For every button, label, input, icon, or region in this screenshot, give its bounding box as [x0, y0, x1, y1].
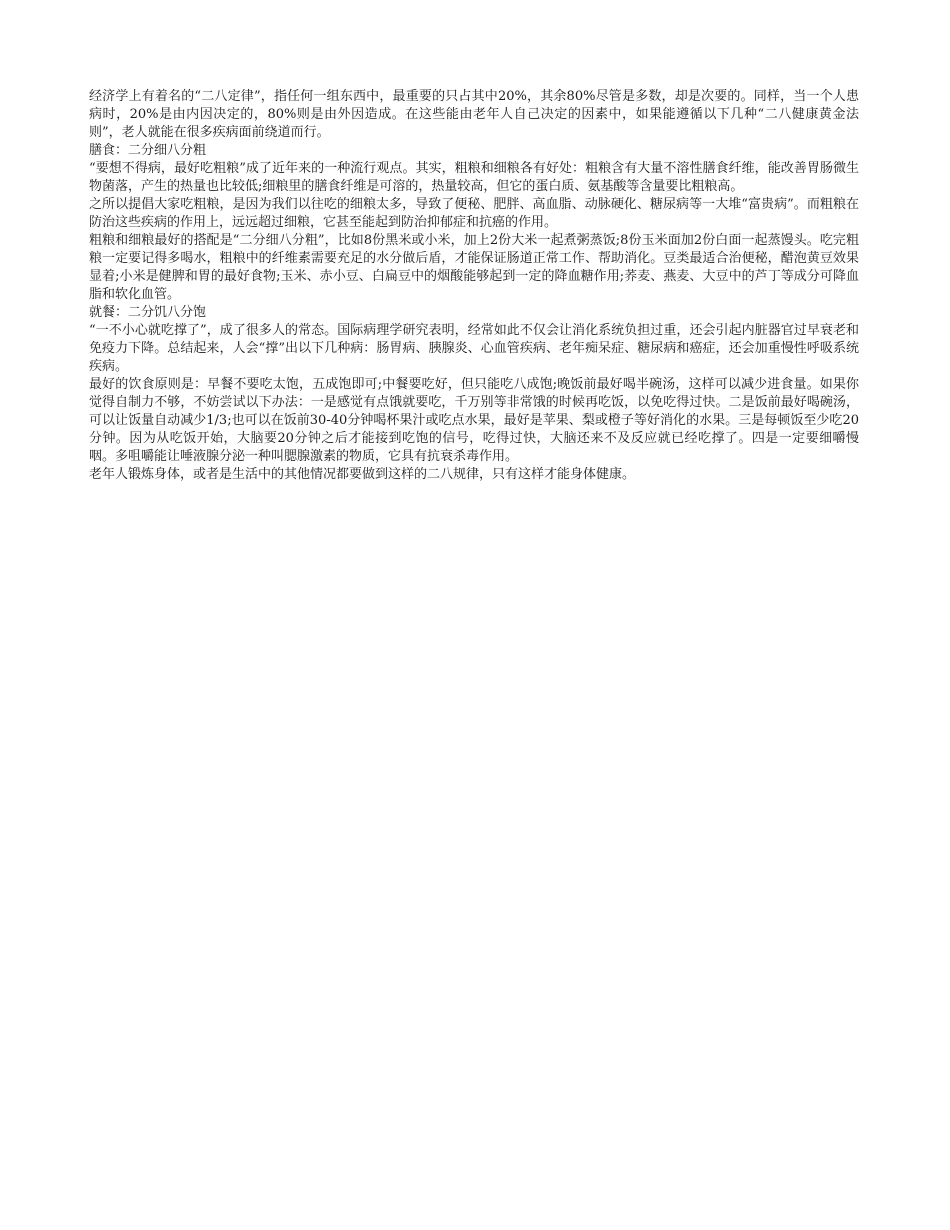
meal-paragraph-2: 最好的饮食原则是：早餐不要吃太饱，五成饱即可;中餐要吃好，但只能吃八成饱;晚饭前最好喝半碗汤，这样可以减少进食量。如果你觉得自制力不够，不妨尝试以下办法：一是感觉有点饿就要吃，千万别等非常饿的时候再吃饭，以免吃得过快。二是饭前最好喝碗汤，可以让饭量自动减少1/3;也可以在饭前30-40分钟喝杯果汁或吃点水果，最好是苹果、梨或橙子等好消化的水果。三是每顿饭至少吃20分钟。因为从吃饭开始，大脑要20分钟之后才能接到吃饱的信号，吃得过快，大脑还来不及反应就已经吃撑了。四是一定要细嚼慢咽。多咀嚼能让唾液腺分泌一种叫腮腺激素的物质，它具有抗衰杀毒作用。: [89, 377, 859, 464]
closing-paragraph: 老年人锻炼身体，或者是生活中的其他情况都要做到这样的二八规律，只有这样才能身体健康。: [89, 467, 636, 482]
section-heading-meal: 就餐：二分饥八分饱: [89, 305, 207, 320]
intro-paragraph: 经济学上有着名的“二八定律”，指任何一组东西中，最重要的只占其中20%，其余80%尽管是多数，却是次要的。同样，当一个人患病时，20%是由内因决定的，80%则是由外因造成。在这些能由老年人自己决定的因素中，如果能遵循以下几种“二八健康黄金法则”，老人就能在很多疾病面前绕道而行。: [89, 89, 859, 140]
diet-paragraph-3: 粗粮和细粮最好的搭配是“二分细八分粗”，比如8份黑米或小米，加上2份大米一起煮粥蒸饭;8份玉米面加2份白面一起蒸馒头。吃完粗粮一定要记得多喝水，粗粮中的纤维素需要充足的水分做后盾，才能保证肠道正常工作、帮助消化。豆类最适合治便秘，醋泡黄豆效果显着;小米是健脾和胃的最好食物;玉米、赤小豆、白扁豆中的烟酸能够起到一定的降血糖作用;荞麦、燕麦、大豆中的芦丁等成分可降血脂和软化血管。: [89, 233, 859, 302]
diet-paragraph-2: 之所以提倡大家吃粗粮，是因为我们以往吃的细粮太多，导致了便秘、肥胖、高血脂、动脉硬化、糖尿病等一大堆“富贵病”。而粗粮在防治这些疾病的作用上，远远超过细粮，它甚至能起到防治抑郁症和抗癌的作用。: [89, 197, 859, 230]
section-heading-diet: 膳食：二分细八分粗: [89, 143, 207, 158]
meal-paragraph-1: “一不小心就吃撑了”，成了很多人的常态。国际病理学研究表明，经常如此不仅会让消化系统负担过重，还会引起内脏器官过早衰老和免疫力下降。总结起来，人会“撑”出以下几种病：肠胃病、胰腺炎、心血管疾病、老年痴呆症、糖尿病和癌症，还会加重慢性呼吸系统疾病。: [89, 323, 859, 374]
diet-paragraph-1: “要想不得病，最好吃粗粮”成了近年来的一种流行观点。其实，粗粮和细粮各有好处：粗粮含有大量不溶性膳食纤维，能改善胃肠微生物菌落，产生的热量也比较低;细粮里的膳食纤维是可溶的，热量较高，但它的蛋白质、氨基酸等含量要比粗粮高。: [89, 161, 859, 194]
document-body: [89, 88, 859, 484]
